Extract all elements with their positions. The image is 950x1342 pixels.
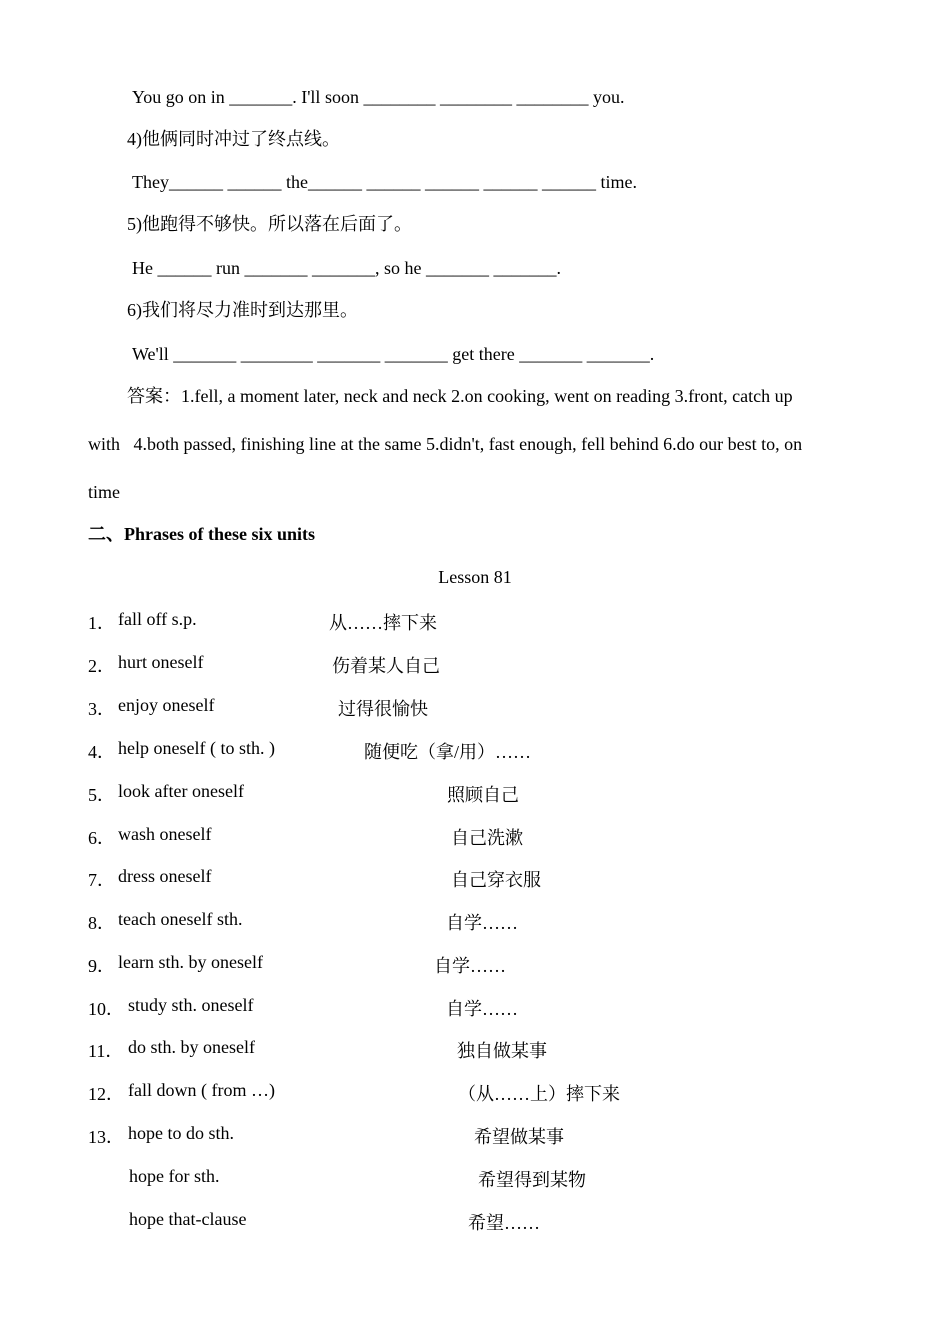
- phrase-chinese: 自己穿衣服: [451, 870, 541, 890]
- lesson-title: Lesson 81: [438, 567, 512, 587]
- phrase-chinese: 自学……: [446, 913, 518, 933]
- phrase-english: fall down ( from …): [128, 1080, 275, 1100]
- phrase-number: 1．: [88, 613, 115, 633]
- phrase-number: 4．: [88, 742, 115, 762]
- phrase-english: help oneself ( to sth. ): [118, 738, 275, 758]
- exercise-prompt: 4)他俩同时冲过了终点线。: [127, 129, 340, 149]
- phrase-chinese: （从……上）摔下来: [458, 1084, 620, 1104]
- phrase-number: 3．: [88, 699, 115, 719]
- phrase-row: [88, 824, 888, 846]
- phrase-number: 9．: [88, 956, 115, 976]
- phrase-english: hope to do sth.: [128, 1123, 234, 1143]
- phrase-english: hope that-clause: [129, 1209, 247, 1229]
- phrase-number: 2．: [88, 656, 115, 676]
- phrase-row: [88, 738, 888, 760]
- phrase-row: [88, 1123, 888, 1145]
- phrase-row: [88, 609, 888, 631]
- phrase-row: [88, 695, 888, 717]
- section-heading: 二、Phrases of these six units: [88, 524, 316, 544]
- phrase-english: wash oneself: [118, 824, 212, 844]
- phrase-chinese: 从……摔下来: [329, 613, 437, 633]
- phrase-english: fall off s.p.: [118, 609, 197, 629]
- phrase-number: 8．: [88, 913, 115, 933]
- phrase-row: [88, 952, 888, 974]
- phrase-chinese: 希望做某事: [474, 1127, 564, 1147]
- phrase-number: 7．: [88, 870, 115, 890]
- phrase-number: 6．: [88, 828, 115, 848]
- phrase-row: [88, 652, 888, 674]
- exercise-line: You go on in _______. I'll soon ________ ________ ________ you.: [132, 87, 625, 107]
- phrase-chinese: 独自做某事: [457, 1041, 547, 1061]
- phrase-chinese: 自学……: [434, 956, 506, 976]
- phrase-chinese: 自己洗漱: [451, 828, 523, 848]
- exercise-prompt: 5)他跑得不够快。所以落在后面了。: [127, 214, 412, 234]
- phrase-row: [88, 1166, 888, 1188]
- exercise-line: We'll _______ ________ _______ _______ get there _______ _______.: [132, 344, 655, 364]
- phrase-row: [88, 866, 888, 888]
- phrase-row: [88, 1209, 888, 1231]
- phrase-chinese: 希望……: [468, 1213, 540, 1233]
- answer-key-line: with 4.both passed, finishing line at the same 5.didn't, fast enough, fell behind 6.do our best to, on: [88, 434, 803, 454]
- phrase-chinese: 自学……: [446, 999, 518, 1019]
- phrase-number: 11．: [88, 1041, 124, 1061]
- phrase-english: learn sth. by oneself: [118, 952, 263, 972]
- phrase-english: hope for sth.: [129, 1166, 220, 1186]
- phrase-chinese: 希望得到某物: [478, 1170, 586, 1190]
- answer-key-line: 答案：1.fell, a moment later, neck and neck 2.on cooking, went on reading 3.front, catch up: [127, 386, 793, 406]
- phrase-chinese: 伤着某人自己: [332, 656, 440, 676]
- phrase-number: 12．: [88, 1084, 124, 1104]
- phrase-english: look after oneself: [118, 781, 244, 801]
- phrase-row: [88, 1037, 888, 1059]
- phrase-number: 5．: [88, 785, 115, 805]
- phrase-row: [88, 995, 888, 1017]
- exercise-line: They______ ______ the______ ______ ______ ______ ______ time.: [132, 172, 637, 192]
- phrase-number: 10．: [88, 999, 124, 1019]
- phrase-row: [88, 1080, 888, 1102]
- exercise-line: He ______ run _______ _______, so he _______ _______.: [132, 258, 561, 278]
- phrase-chinese: 过得很愉快: [338, 699, 428, 719]
- phrase-chinese: 随便吃（拿/用）……: [364, 742, 532, 762]
- phrase-number: 13．: [88, 1127, 124, 1147]
- phrase-english: do sth. by oneself: [128, 1037, 255, 1057]
- phrase-english: dress oneself: [118, 866, 212, 886]
- phrase-english: enjoy oneself: [118, 695, 215, 715]
- phrase-chinese: 照顾自己: [447, 785, 519, 805]
- phrase-english: teach oneself sth.: [118, 909, 243, 929]
- phrase-row: [88, 781, 888, 803]
- exercise-prompt: 6)我们将尽力准时到达那里。: [127, 300, 358, 320]
- answer-key-line: time: [88, 482, 120, 502]
- phrase-english: study sth. oneself: [128, 995, 254, 1015]
- phrase-english: hurt oneself: [118, 652, 204, 672]
- phrase-row: [88, 909, 888, 931]
